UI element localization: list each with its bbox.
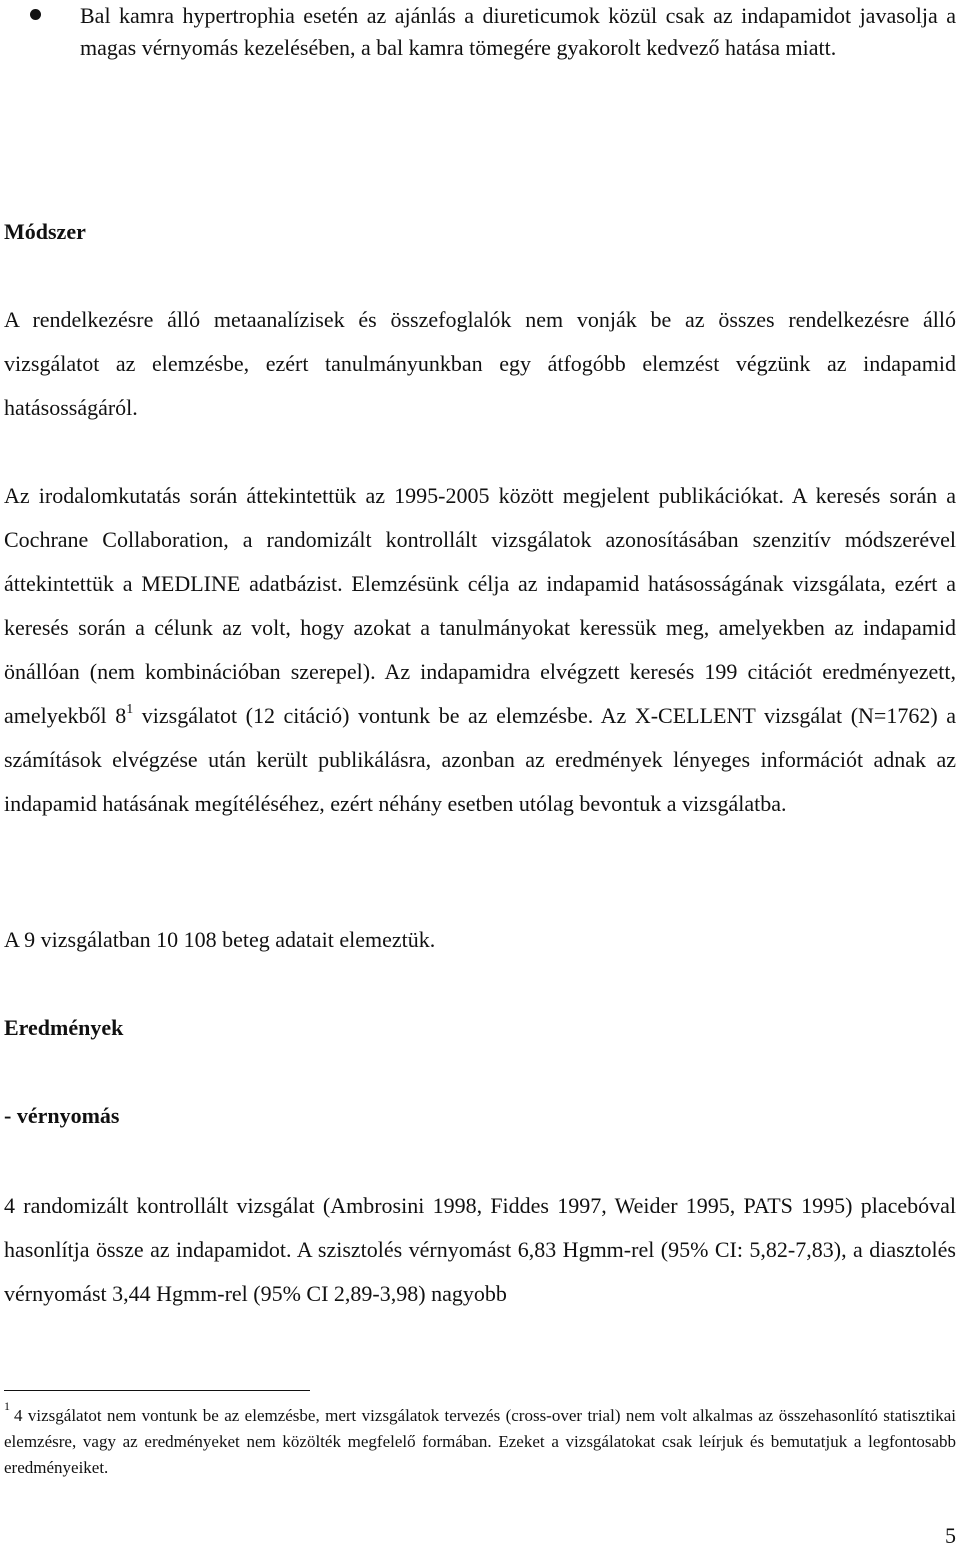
page-number: 5 <box>945 1523 956 1548</box>
list-item <box>0 0 956 64</box>
methods-paragraph-1: A rendelkezésre álló metaanalízisek és összefoglalók nem vonják be az összes rendelkezésre álló vizsgálatot az elemzésbe, ezért tanulmányunkban egy átfogóbb elemzést végzünk az indapamid hatásosságáról. <box>4 307 956 420</box>
footnote-reference: 1 <box>126 701 134 717</box>
footnote <box>4 1399 956 1481</box>
results-subheading: - vérnyomás <box>4 1103 120 1128</box>
footnote-text: 4 vizsgálatot nem vontunk be az elemzésbe, mert vizsgálatok tervezés (cross-over trial) nem volt alkalmas az összehasonlító statisztikai elemzésre, vagy az eredményeket nem közölték megfelelő formában. Ezeket a vizsgálatokat csak leírjuk és bemutatjuk a legfontosabb eredményeiket. <box>4 1406 956 1477</box>
bullet-text: Bal kamra hypertrophia esetén az ajánlás a diureticumok közül csak az indapamidot javasolja a magas vérnyomás kezelésében, a bal kamra tömegére gyakorolt kedvező hatása miatt. <box>80 3 956 60</box>
methods-paragraph-2 <box>4 474 956 826</box>
bullet-list <box>0 0 956 64</box>
bullet-icon <box>30 9 41 20</box>
results-paragraph: 4 randomizált kontrollált vizsgálat (Ambrosini 1998, Fiddes 1997, Weider 1995, PATS 1995) placebóval hasonlítja össze az indapamidot. A szisztolés vérnyomást 6,83 Hgmm-rel (95% CI: 5,82-7,83), a diasztolés vérnyomást 3,44 Hgmm-rel (95% CI 2,89-3,98) nagyobb <box>4 1193 956 1306</box>
methods-paragraph-2-text-a: Az irodalomkutatás során áttekintettük az 1995-2005 között megjelent publikációkat. A keresés során a Cochrane Collaboration, a randomizált kontrollált vizsgálatok azonosításában szenzitív módszerével áttekintettük a MEDLINE adatbázist. Elemzésünk célja az indapamid hatásosságának vizsgálata, ezért a keresés során a célunk az volt, hogy azokat a tanulmányokat keressük meg, amelyekben az indapamid önállóan (nem kombinációban szerepel). Az indapamidra elvégzett keresés 199 citációt eredményezett, amelyekből 8 <box>4 483 956 728</box>
methods-heading: Módszer <box>4 219 86 244</box>
footnote-divider <box>4 1390 310 1391</box>
methods-paragraph-3: A 9 vizsgálatban 10 108 beteg adatait elemeztük. <box>4 927 436 952</box>
footnote-marker: 1 <box>4 1399 10 1414</box>
results-heading: Eredmények <box>4 1015 124 1040</box>
methods-paragraph-2-text-b: vizsgálatot (12 citáció) vontunk be az elemzésbe. Az X-CELLENT vizsgálat (N=1762) a számítások elvégzése után került publikálásra, azonban az eredmények lényeges információt adnak az indapamid hatásának megítéléséhez, ezért néhány esetben utólag bevontuk a vizsgálatba. <box>4 703 956 816</box>
